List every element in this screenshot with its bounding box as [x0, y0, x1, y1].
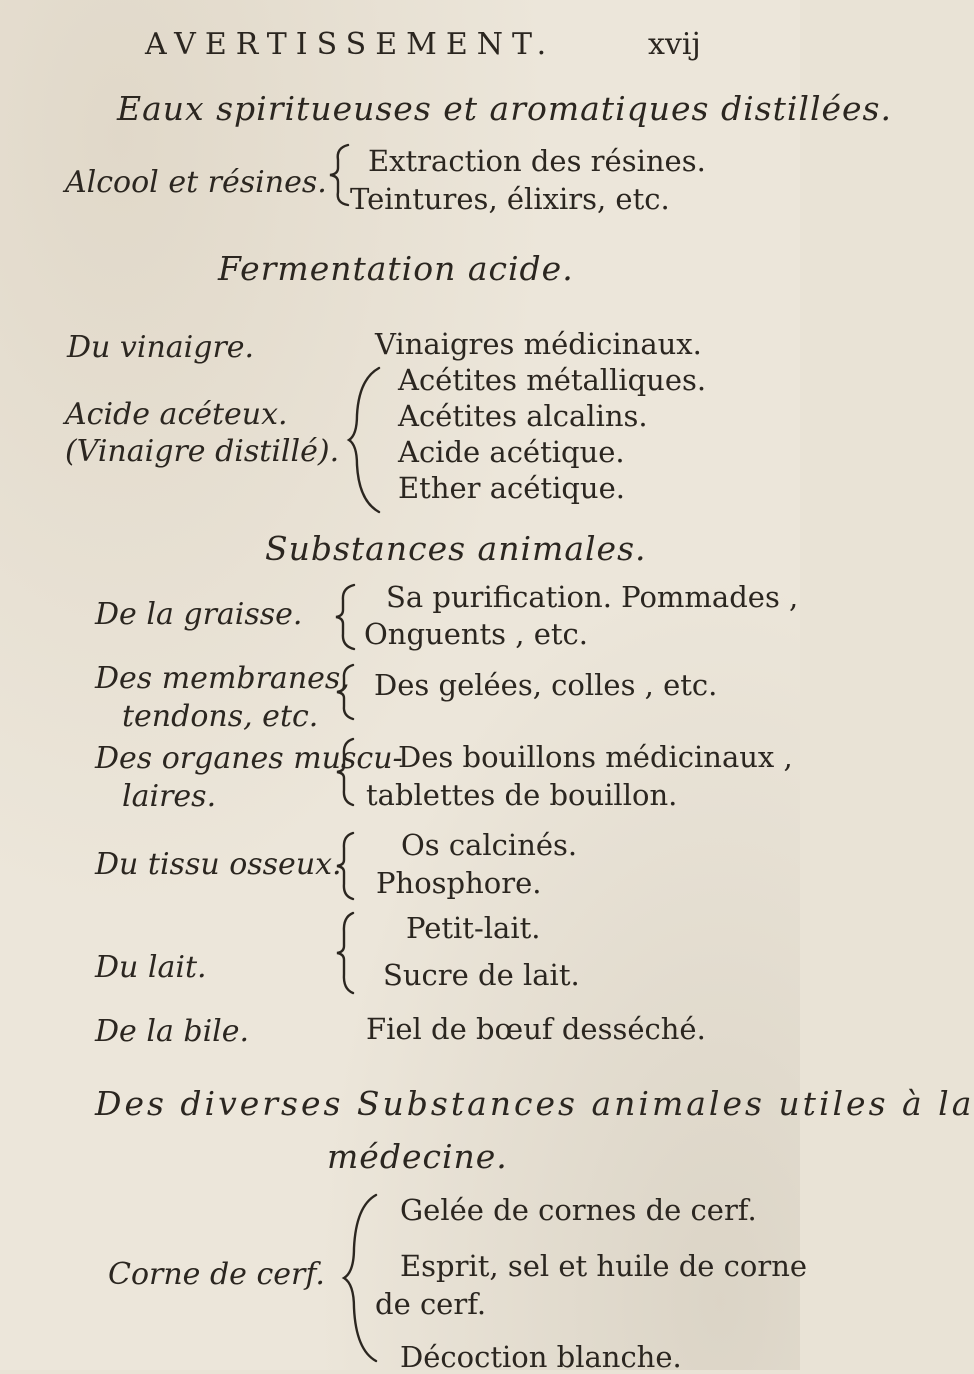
- right-entry: Des bouillons médicinaux ,: [398, 740, 793, 774]
- brace-icon: [333, 910, 359, 996]
- left-entry-bile: De la bile.: [95, 1014, 250, 1049]
- right-entry: Acide acétique.: [398, 435, 625, 469]
- section-title-medicine: médecine.: [327, 1137, 508, 1176]
- section-title-animal-substances: Substances animales.: [265, 529, 647, 568]
- left-entry-fat: De la graisse.: [95, 597, 303, 632]
- right-entry: Sa purification. Pommades ,: [386, 580, 799, 614]
- brace-icon: [333, 830, 359, 902]
- left-entry-deer-horn: Corne de cerf.: [108, 1257, 325, 1292]
- section-title-acid-fermentation: Fermentation acide.: [218, 249, 574, 288]
- right-entry: Acétites alcalins.: [398, 399, 648, 433]
- right-entry: Teintures, élixirs, etc.: [350, 182, 670, 216]
- right-entry: Os calcinés.: [401, 828, 578, 862]
- right-entry: Décoction blanche.: [400, 1340, 682, 1374]
- section-title-various-substances: Des diverses Substances animales utiles à la: [95, 1084, 974, 1123]
- right-entry: Des gelées, colles , etc.: [374, 668, 718, 702]
- left-entry-alcohol-resins: Alcool et résines.: [65, 165, 327, 200]
- right-entry: Petit-lait.: [406, 911, 541, 945]
- page-number: xvij: [648, 27, 701, 62]
- right-entry: Fiel de bœuf desséché.: [366, 1012, 706, 1046]
- brace-icon: [340, 1192, 382, 1364]
- brace-icon: [332, 582, 360, 652]
- brace-icon: [333, 736, 359, 808]
- right-entry: de cerf.: [375, 1287, 487, 1321]
- left-entry-muscular-organs-cont: laires.: [122, 779, 217, 814]
- right-entry: tablettes de bouillon.: [366, 778, 678, 812]
- brace-icon: [333, 662, 359, 722]
- left-entry-muscular-organs: Des organes muscu-: [95, 741, 403, 776]
- right-entry: Extraction des résines.: [368, 144, 706, 178]
- right-entry: Vinaigres médicinaux.: [375, 327, 702, 361]
- left-entry-vinegar: Du vinaigre.: [67, 330, 255, 365]
- left-entry-membranes-cont: tendons, etc.: [122, 699, 319, 734]
- right-entry: Ether acétique.: [398, 471, 625, 505]
- right-entry: Esprit, sel et huile de corne: [400, 1249, 808, 1283]
- left-entry-bone-tissue: Du tissu osseux.: [95, 847, 342, 882]
- running-header: AVERTISSEMENT.: [145, 27, 556, 62]
- brace-icon: [345, 365, 385, 515]
- left-entry-aceteux-acid: Acide acéteux.: [65, 397, 288, 432]
- left-entry-milk: Du lait.: [95, 950, 207, 985]
- right-entry: Onguents , etc.: [364, 617, 588, 651]
- left-entry-distilled-vinegar: (Vinaigre distillé).: [65, 434, 340, 469]
- right-entry: Phosphore.: [376, 866, 542, 900]
- right-entry: Sucre de lait.: [383, 958, 580, 992]
- left-entry-membranes: Des membranes,: [95, 661, 350, 696]
- right-entry: Gelée de cornes de cerf.: [400, 1193, 757, 1227]
- section-title-distilled-waters: Eaux spiritueuses et aromatiques distillées.: [117, 89, 892, 128]
- right-entry: Acétites métalliques.: [398, 363, 707, 397]
